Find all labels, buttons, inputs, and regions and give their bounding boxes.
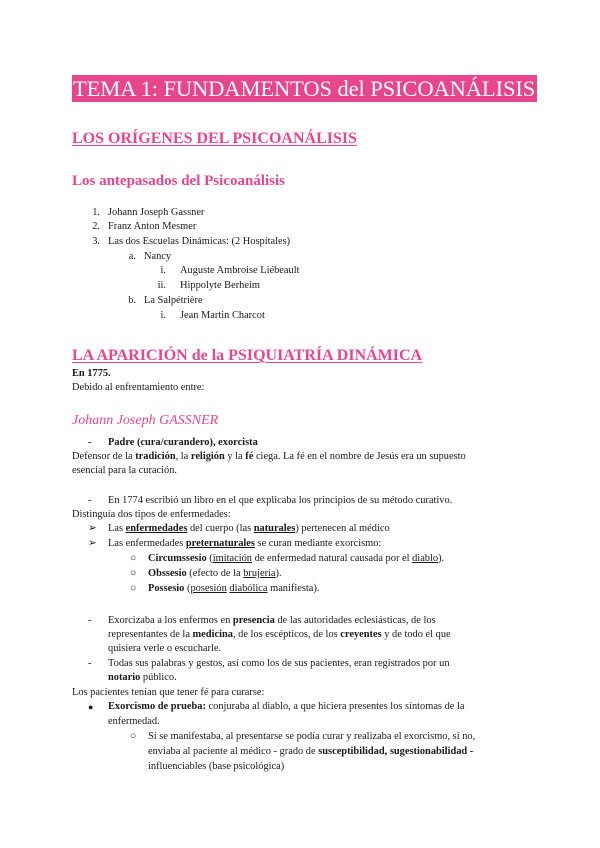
list-item: Hippolyte Berheim — [180, 280, 260, 291]
document-title: TEMA 1: FUNDAMENTOS del PSICOANÁLISIS — [73, 76, 536, 101]
list-item: Circumssesio (imitación de enfermedad natural causada por el diablo). — [148, 553, 445, 564]
paragraph-line: representantes de la medicina, de los escépticos, de los creyentes y de todo el que — [108, 629, 451, 640]
bullet-marker: ● — [88, 702, 94, 712]
dash-marker: - — [88, 495, 92, 506]
paragraph-line: influenciables (base psicológica) — [148, 761, 285, 772]
paragraph-line: esencial para la curación. — [72, 465, 177, 476]
dash-marker: - — [88, 437, 92, 448]
section-heading-dynamic-psychiatry: LA APARICIÓN de la PSIQUIATRÍA DINÁMICA — [72, 347, 423, 364]
subheading-gassner: Johann Joseph GASSNER — [72, 413, 219, 428]
list-item: Auguste Ambroise Liébeault — [180, 265, 300, 276]
list-marker: 1. — [92, 207, 100, 218]
section-heading-origins: LOS ORÍGENES DEL PSICOANÁLISIS — [72, 130, 357, 147]
circle-marker: ○ — [130, 731, 137, 742]
paragraph-line: Exorcizaba a los enfermos en presencia de las autoridades eclesiásticas, de los — [108, 615, 436, 626]
list-item: Las dos Escuelas Dinámicas: (2 Hospitales) — [108, 236, 291, 247]
paragraph-line: quisiera verle o escucharle. — [108, 643, 222, 654]
circle-marker: ○ — [130, 553, 137, 564]
intro-text: Debido al enfrentamiento entre: — [72, 382, 205, 393]
arrow-marker: ➢ — [88, 523, 97, 534]
list-item: Las enfermedades del cuerpo (las naturales) pertenecen al médico — [108, 523, 390, 534]
list-item: La Salpétrière — [144, 295, 203, 306]
list-marker: a. — [128, 251, 136, 262]
list-marker: b. — [128, 295, 136, 306]
paragraph-line: En 1774 escribió un libro en el que explicaba los principios de su método curativo. — [108, 495, 453, 506]
list-marker: 2. — [92, 221, 100, 232]
list-marker: i. — [160, 265, 166, 276]
dash-marker: - — [88, 658, 92, 669]
subheading-ancestors: Los antepasados del Psicoanálisis — [72, 173, 285, 189]
paragraph-line: Los pacientes tenían que tener fé para curarse: — [72, 687, 265, 698]
paragraph-line: enviaba al paciente al médico - grado de susceptibilidad, sugestionabilidad - — [148, 746, 474, 757]
list-item: Nancy — [144, 251, 172, 262]
list-marker: i. — [160, 310, 166, 321]
dash-marker: - — [88, 615, 92, 626]
list-item: Obssesio (efecto de la brujería). — [148, 568, 282, 579]
list-item: Franz Anton Mesmer — [108, 221, 197, 232]
paragraph-line: notario público. — [108, 672, 177, 683]
list-marker: 3. — [92, 236, 100, 247]
paragraph-line: Distinguía dos tipos de enfermedades: — [72, 509, 231, 520]
arrow-marker: ➢ — [88, 538, 97, 549]
paragraph-line: Todas sus palabras y gestos, así como los de sus pacientes, eran registrados por un — [108, 658, 450, 669]
paragraph-line: Exorcismo de prueba: conjuraba al diablo, a que hiciera presentes los síntomas de la — [108, 701, 465, 712]
paragraph-line: enfermedad. — [108, 716, 160, 727]
year-text: En 1775. — [72, 368, 111, 379]
paragraph-line: Defensor de la tradición, la religión y la fé ciega. La fé en el nombre de Jesús era un supuesto — [72, 451, 466, 462]
list-item: Las enfermedades preternaturales se curan mediante exorcismo: — [108, 538, 382, 549]
list-item: Jean Martin Charcot — [180, 310, 265, 321]
list-marker: ii. — [157, 280, 166, 291]
list-item: Possesio (posesión diabólica manifiesta). — [148, 583, 320, 594]
paragraph-line: Si se manifestaba, al presentarse se podía curar y realizaba el exorcismo, si no, — [148, 731, 476, 742]
list-item: Johann Joseph Gassner — [108, 207, 205, 218]
circle-marker: ○ — [130, 583, 137, 594]
circle-marker: ○ — [130, 568, 137, 579]
role-text: Padre (cura/curandero), exorcista — [108, 437, 258, 448]
